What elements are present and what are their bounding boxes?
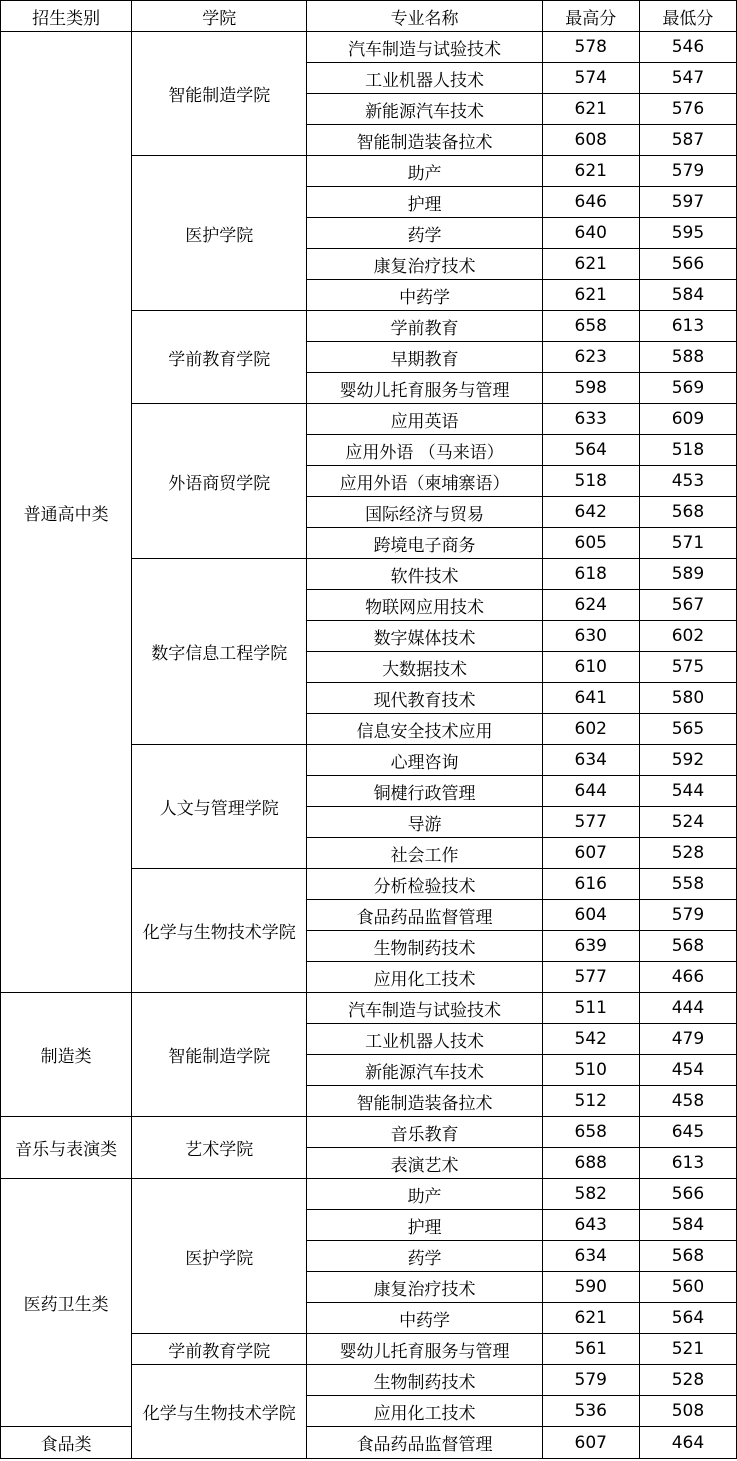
category-cell: 制造类 — [1, 993, 132, 1117]
category-cell: 食品类 — [1, 1427, 132, 1459]
table-row — [1, 993, 737, 1024]
table-row — [1, 1427, 737, 1459]
min-score-cell: 571 — [639, 528, 736, 559]
major-name-cell: 物联网应用技术 — [307, 590, 542, 621]
college-cell: 数字信息工程学院 — [132, 559, 307, 745]
min-score-cell: 584 — [639, 280, 736, 311]
header-max-score: 最高分 — [542, 1, 639, 32]
min-score-cell: 566 — [639, 1179, 736, 1210]
major-name-cell: 大数据技术 — [307, 652, 542, 683]
major-name-cell: 应用化工技术 — [307, 962, 542, 993]
min-score-cell: 613 — [639, 311, 736, 342]
min-score-cell: 564 — [639, 1303, 736, 1334]
min-score-cell: 592 — [639, 745, 736, 776]
major-name-cell: 表演艺术 — [307, 1148, 542, 1179]
min-score-cell: 508 — [639, 1396, 736, 1427]
min-score-cell: 579 — [639, 156, 736, 187]
min-score-cell: 453 — [639, 466, 736, 497]
major-name-cell: 工业机器人技术 — [307, 1024, 542, 1055]
max-score-cell: 610 — [542, 652, 639, 683]
max-score-cell: 640 — [542, 218, 639, 249]
max-score-cell: 621 — [542, 156, 639, 187]
major-name-cell: 现代教育技术 — [307, 683, 542, 714]
min-score-cell: 568 — [639, 497, 736, 528]
major-name-cell: 药学 — [307, 218, 542, 249]
major-name-cell: 新能源汽车技术 — [307, 94, 542, 125]
min-score-cell: 645 — [639, 1117, 736, 1148]
major-name-cell: 软件技术 — [307, 559, 542, 590]
major-name-cell: 生物制药技术 — [307, 931, 542, 962]
max-score-cell: 512 — [542, 1086, 639, 1117]
max-score-cell: 602 — [542, 714, 639, 745]
min-score-cell: 569 — [639, 373, 736, 404]
major-name-cell: 国际经济与贸易 — [307, 497, 542, 528]
major-name-cell: 跨境电子商务 — [307, 528, 542, 559]
min-score-cell: 565 — [639, 714, 736, 745]
min-score-cell: 579 — [639, 900, 736, 931]
college-cell: 化学与生物技术学院 — [132, 1365, 307, 1459]
max-score-cell: 639 — [542, 931, 639, 962]
major-name-cell: 学前教育 — [307, 311, 542, 342]
table-row — [1, 32, 737, 63]
max-score-cell: 605 — [542, 528, 639, 559]
major-name-cell: 中药学 — [307, 1303, 542, 1334]
college-cell: 学前教育学院 — [132, 1334, 307, 1365]
header-row — [1, 1, 737, 32]
max-score-cell: 561 — [542, 1334, 639, 1365]
max-score-cell: 624 — [542, 590, 639, 621]
major-name-cell: 音乐教育 — [307, 1117, 542, 1148]
min-score-cell: 602 — [639, 621, 736, 652]
max-score-cell: 579 — [542, 1365, 639, 1396]
max-score-cell: 574 — [542, 63, 639, 94]
major-name-cell: 铜楗行政管理 — [307, 776, 542, 807]
table-body — [1, 32, 737, 1459]
min-score-cell: 524 — [639, 807, 736, 838]
min-score-cell: 587 — [639, 125, 736, 156]
max-score-cell: 642 — [542, 497, 639, 528]
min-score-cell: 518 — [639, 435, 736, 466]
min-score-cell: 613 — [639, 1148, 736, 1179]
min-score-cell: 609 — [639, 404, 736, 435]
max-score-cell: 641 — [542, 683, 639, 714]
min-score-cell: 558 — [639, 869, 736, 900]
major-name-cell: 婴幼儿托育服务与管理 — [307, 373, 542, 404]
max-score-cell: 621 — [542, 94, 639, 125]
header-category: 招生类别 — [1, 1, 132, 32]
max-score-cell: 634 — [542, 745, 639, 776]
major-name-cell: 助产 — [307, 1179, 542, 1210]
category-cell: 普通高中类 — [1, 32, 132, 993]
category-cell: 医药卫生类 — [1, 1179, 132, 1427]
table-row — [1, 1179, 737, 1210]
max-score-cell: 621 — [542, 1303, 639, 1334]
max-score-cell: 577 — [542, 962, 639, 993]
college-cell: 艺术学院 — [132, 1117, 307, 1179]
major-name-cell: 助产 — [307, 156, 542, 187]
max-score-cell: 582 — [542, 1179, 639, 1210]
major-name-cell: 康复治疗技术 — [307, 1272, 542, 1303]
min-score-cell: 547 — [639, 63, 736, 94]
max-score-cell: 518 — [542, 466, 639, 497]
major-name-cell: 中药学 — [307, 280, 542, 311]
min-score-cell: 589 — [639, 559, 736, 590]
max-score-cell: 630 — [542, 621, 639, 652]
major-name-cell: 工业机器人技术 — [307, 63, 542, 94]
max-score-cell: 688 — [542, 1148, 639, 1179]
max-score-cell: 577 — [542, 807, 639, 838]
max-score-cell: 511 — [542, 993, 639, 1024]
max-score-cell: 607 — [542, 1427, 639, 1459]
min-score-cell: 576 — [639, 94, 736, 125]
table-row — [1, 1117, 737, 1148]
major-name-cell: 汽车制造与试验技术 — [307, 993, 542, 1024]
max-score-cell: 607 — [542, 838, 639, 869]
max-score-cell: 646 — [542, 187, 639, 218]
major-name-cell: 食品药品监督管理 — [307, 900, 542, 931]
college-cell: 外语商贸学院 — [132, 404, 307, 559]
header-min-score: 最低分 — [639, 1, 736, 32]
major-name-cell: 护理 — [307, 1210, 542, 1241]
max-score-cell: 598 — [542, 373, 639, 404]
max-score-cell: 510 — [542, 1055, 639, 1086]
college-cell: 化学与生物技术学院 — [132, 869, 307, 993]
min-score-cell: 528 — [639, 1365, 736, 1396]
major-name-cell: 分析检验技术 — [307, 869, 542, 900]
min-score-cell: 544 — [639, 776, 736, 807]
major-name-cell: 婴幼儿托育服务与管理 — [307, 1334, 542, 1365]
major-name-cell: 社会工作 — [307, 838, 542, 869]
max-score-cell: 634 — [542, 1241, 639, 1272]
major-name-cell: 信息安全技术应用 — [307, 714, 542, 745]
max-score-cell: 618 — [542, 559, 639, 590]
major-name-cell: 数字媒体技术 — [307, 621, 542, 652]
max-score-cell: 542 — [542, 1024, 639, 1055]
max-score-cell: 643 — [542, 1210, 639, 1241]
min-score-cell: 464 — [639, 1427, 736, 1459]
major-name-cell: 康复治疗技术 — [307, 249, 542, 280]
min-score-cell: 595 — [639, 218, 736, 249]
max-score-cell: 604 — [542, 900, 639, 931]
min-score-cell: 568 — [639, 1241, 736, 1272]
major-name-cell: 护理 — [307, 187, 542, 218]
major-name-cell: 早期教育 — [307, 342, 542, 373]
max-score-cell: 590 — [542, 1272, 639, 1303]
max-score-cell: 623 — [542, 342, 639, 373]
college-cell: 医护学院 — [132, 1179, 307, 1334]
max-score-cell: 608 — [542, 125, 639, 156]
major-name-cell: 食品药品监督管理 — [307, 1427, 542, 1459]
max-score-cell: 658 — [542, 311, 639, 342]
min-score-cell: 597 — [639, 187, 736, 218]
major-name-cell: 智能制造装备拉术 — [307, 125, 542, 156]
min-score-cell: 580 — [639, 683, 736, 714]
major-name-cell: 应用英语 — [307, 404, 542, 435]
max-score-cell: 564 — [542, 435, 639, 466]
major-name-cell: 智能制造装备拉术 — [307, 1086, 542, 1117]
college-cell: 人文与管理学院 — [132, 745, 307, 869]
min-score-cell: 466 — [639, 962, 736, 993]
major-name-cell: 生物制药技术 — [307, 1365, 542, 1396]
major-name-cell: 应用外语 （马来语） — [307, 435, 542, 466]
min-score-cell: 584 — [639, 1210, 736, 1241]
college-cell: 智能制造学院 — [132, 32, 307, 156]
major-name-cell: 应用化工技术 — [307, 1396, 542, 1427]
max-score-cell: 644 — [542, 776, 639, 807]
min-score-cell: 566 — [639, 249, 736, 280]
max-score-cell: 578 — [542, 32, 639, 63]
major-name-cell: 应用外语（柬埔寨语） — [307, 466, 542, 497]
major-name-cell: 药学 — [307, 1241, 542, 1272]
major-name-cell: 导游 — [307, 807, 542, 838]
category-cell: 音乐与表演类 — [1, 1117, 132, 1179]
major-name-cell: 心理咨询 — [307, 745, 542, 776]
min-score-cell: 567 — [639, 590, 736, 621]
min-score-cell: 521 — [639, 1334, 736, 1365]
header-college: 学院 — [132, 1, 307, 32]
min-score-cell: 575 — [639, 652, 736, 683]
min-score-cell: 458 — [639, 1086, 736, 1117]
min-score-cell: 588 — [639, 342, 736, 373]
college-cell: 学前教育学院 — [132, 311, 307, 404]
header-major: 专业名称 — [307, 1, 542, 32]
max-score-cell: 633 — [542, 404, 639, 435]
max-score-cell: 536 — [542, 1396, 639, 1427]
min-score-cell: 546 — [639, 32, 736, 63]
max-score-cell: 621 — [542, 280, 639, 311]
min-score-cell: 568 — [639, 931, 736, 962]
max-score-cell: 658 — [542, 1117, 639, 1148]
min-score-cell: 560 — [639, 1272, 736, 1303]
max-score-cell: 621 — [542, 249, 639, 280]
min-score-cell: 528 — [639, 838, 736, 869]
min-score-cell: 444 — [639, 993, 736, 1024]
college-cell: 医护学院 — [132, 156, 307, 311]
major-name-cell: 新能源汽车技术 — [307, 1055, 542, 1086]
college-cell: 智能制造学院 — [132, 993, 307, 1117]
max-score-cell: 616 — [542, 869, 639, 900]
min-score-cell: 454 — [639, 1055, 736, 1086]
major-name-cell: 汽车制造与试验技术 — [307, 32, 542, 63]
min-score-cell: 479 — [639, 1024, 736, 1055]
